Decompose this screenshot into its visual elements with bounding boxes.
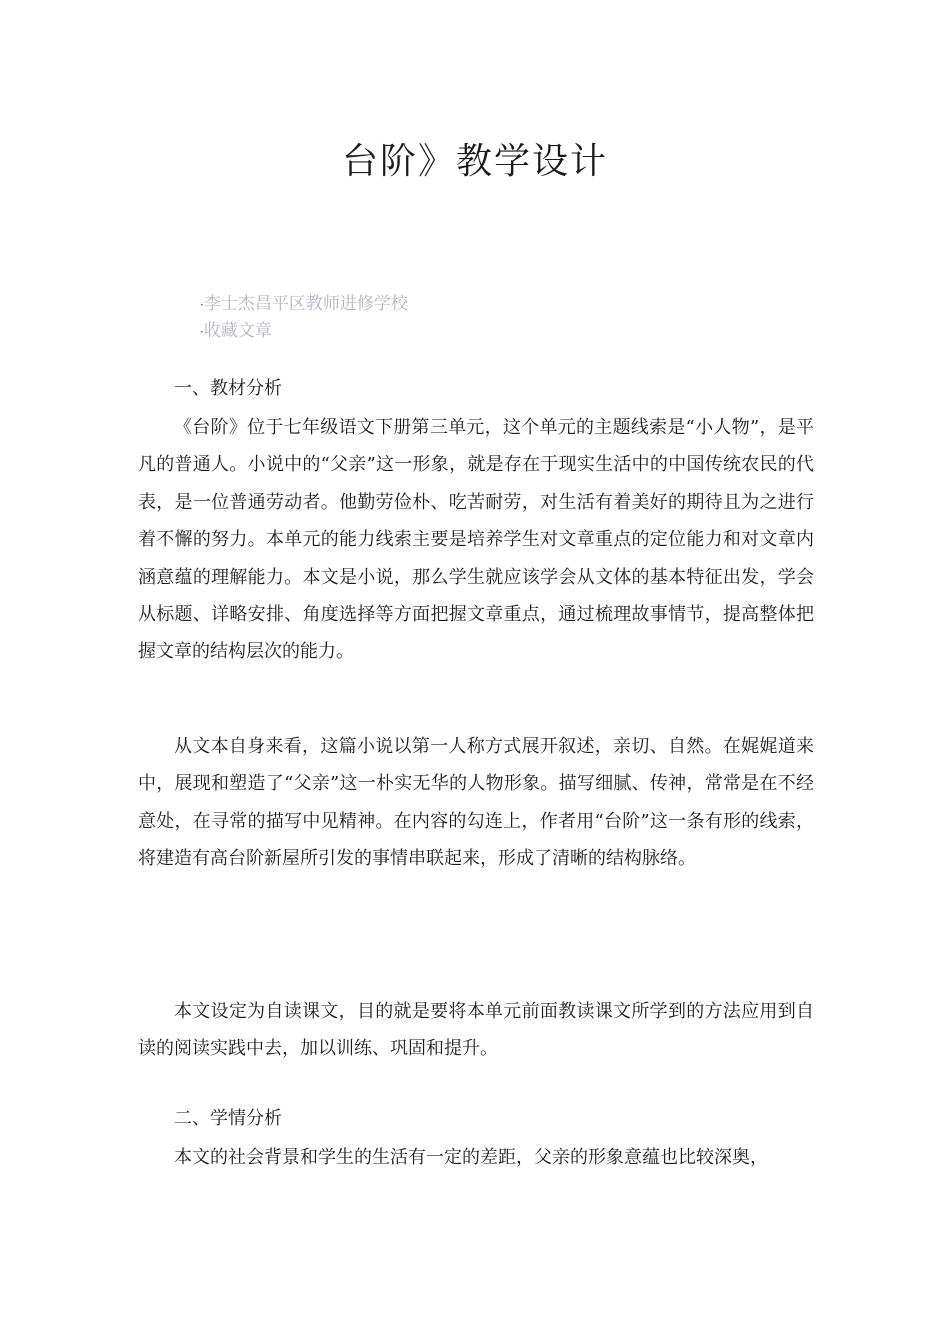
favorite-link[interactable]: 收藏文章 [203,321,272,341]
bullet-icon: · [200,325,204,339]
author-line [200,291,408,318]
paragraph: 本文的社会背景和学生的生活有一定的差距，父亲的形象意蕴也比较深奥， [174,1147,768,1168]
paragraph: 《台阶》位于七年级语文下册第三单元，这个单元的主题线索是“小人物”，是平凡的普通人。小说中的“父亲”这一形象，就是存在于现实生活中的中国传统农民的代表，是一位普通劳动者。他勤劳俭朴、吃苦耐劳，对生活有着美好的期待且为之进行着不懈的努力。本单元的能力线索主要是培养学生对文章重点的定位能力和对文章内涵意蕴的理解能力。本文是小说，那么学生就应该学会从文体的基本特征出发，学会从标题、详略安排、角度选择等方面把握文章重点，通过梳理故事情节，提高整体把握文章的结构层次的能力。 [138,417,814,663]
section-heading-student-analysis: 二、学情分析 [174,1108,282,1129]
favorite-line [200,318,408,345]
section-heading-textbook-analysis: 一、教材分析 [174,378,282,399]
document-title: 台阶》教学设计 [341,141,608,182]
article-meta [200,291,408,345]
paragraph: 本文设定为自读课文，目的就是要将本单元前面教读课文所学到的方法应用到自读的阅读实践中去，加以训练、巩固和提升。 [138,1001,814,1060]
bullet-icon: · [200,298,204,312]
paragraph: 从文本自身来看，这篇小说以第一人称方式展开叙述，亲切、自然。在娓娓道来中，展现和塑造了“父亲”这一朴实无华的人物形象。描写细腻、传神，常常是在不经意处，在寻常的描写中见精神。在内容的勾连上，作者用“台阶”这一条有形的线索，将建造有高台阶新屋所引发的事情串联起来，形成了清晰的结构脉络。 [138,736,814,870]
author-link[interactable]: 李士杰昌平区教师进修学校 [203,294,408,314]
